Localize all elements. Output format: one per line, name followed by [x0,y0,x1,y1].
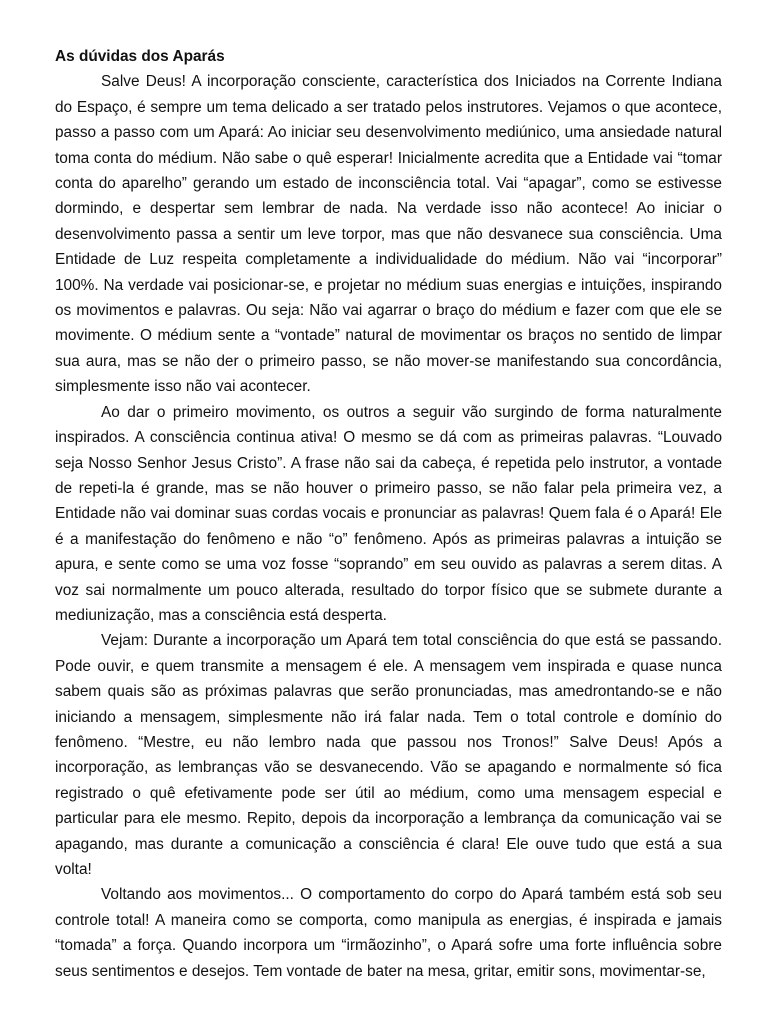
document-title: As dúvidas dos Aparás [55,48,225,65]
paragraph: Salve Deus! A incorporação consciente, característica dos Iniciados na Corrente Indiana do Espaço, é sempre um tema delicado a ser tratado pelos instrutores. Vejamos o que acontece, passo a passo com um Apará: Ao iniciar seu desenvolvimento mediúnico, uma ansiedade natural toma conta do médium. Não sabe o quê esperar! Inicialmente acredita que a Entidade vai “tomar conta do aparelho” gerando um estado de inconsciência total. Vai “apagar”, como se estivesse dormindo, e despertar sem lembrar de nada. Na verdade isso não acontece! Ao iniciar o desenvolvimento passa a sentir um leve torpor, mas que não desvanece sua consciência. Uma Entidade de Luz respeita completamente a individualidade do médium. Não vai “incorporar” 100%. Na verdade vai posicionar-se, e projetar no médium suas energias e intuições, inspirando os movimentos e palavras. Ou seja: Não vai agarrar o braço do médium e fazer com que ele se movimente. O médium sente a “vontade” natural de movimentar os braços no sentido de limpar sua aura, mas se não der o primeiro passo, se não mover-se manifestando sua concordância, simplesmente isso não vai acontecer. [55,73,722,396]
paragraph: Vejam: Durante a incorporação um Apará tem total consciência do que está se passando. Pode ouvir, e quem transmite a mensagem é ele. A mensagem vem inspirada e quase nunca sabem quais são as próximas palavras que serão pronunciadas, mas amedrontando-se e não iniciando a mensagem, simplesmente não irá falar nada. Tem o total controle e domínio do fenômeno. “Mestre, eu não lembro nada que passou nos Tronos!” Salve Deus! Após a incorporação, as lembranças vão se desvanecendo. Vão se apagando e normalmente só fica registrado o quê efetivamente pode ser útil ao médium, como uma mensagem especial e particular para ele mesmo. Repito, depois da incorporação a lembrança da comunicação vai se apagando, mas durante a comunicação a consciência é clara! Ele ouve tudo que está a sua volta! [55,632,722,878]
paragraph: Voltando aos movimentos... O comportamento do corpo do Apará também está sob seu controle total! A maneira como se comporta, como manipula as energias, é inspirada e jamais “tomada” a força. Quando incorpora um “irmãozinho”, o Apará sofre uma forte influência sobre seus sentimentos e desejos. Tem vontade de bater na mesa, gritar, emitir sons, movimentar-se, [55,886,722,980]
paragraph: Ao dar o primeiro movimento, os outros a seguir vão surgindo de forma naturalmente inspirados. A consciência continua ativa! O mesmo se dá com as primeiras palavras. “Louvado seja Nosso Senhor Jesus Cristo”. A frase não sai da cabeça, é repetida pelo instrutor, a vontade de repeti-la é grande, mas se não houver o primeiro passo, se não falar pela primeira vez, a Entidade não vai dominar suas cordas vocais e pronunciar as palavras! Quem fala é o Apará! Ele é a manifestação do fenômeno e não “o” fenômeno. Após as primeiras palavras a intuição se apura, e sente como se uma voz fosse “soprando” em seu ouvido as palavras a serem ditas. A voz sai normalmente um pouco alterada, resultado do torpor físico que se submete durante a mediunização, mas a consciência está desperta. [55,403,722,624]
